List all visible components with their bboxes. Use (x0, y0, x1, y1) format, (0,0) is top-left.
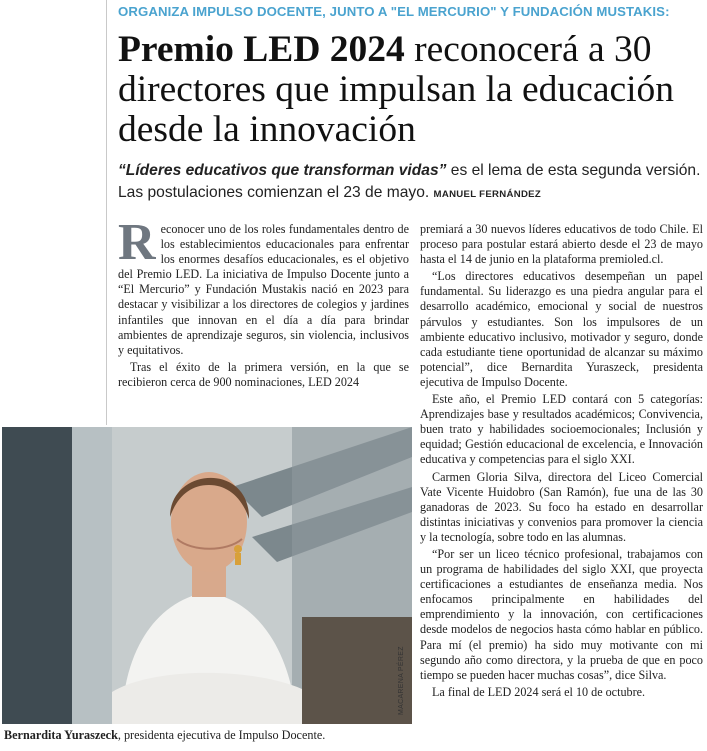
dropcap: R (118, 214, 156, 271)
deck-quote: “Líderes educativos que transforman vidas” (118, 162, 447, 179)
paragraph-3: “Los directores educativos desempeñan un papel fundamental. Su liderazgo es una piedra angular para el desarrollo académico, emocional y social de nuestros párvulos y estudiantes. Son los impulsores de un ambiente educativo inclusivo, motivador y seguro, donde cada estudiante tiene oportunidad de alcanzar su máximo potencial”, dice Bernardita Yuraszeck, presidenta ejecutiva de Impulso Docente. (420, 269, 703, 389)
paragraph-1-text: econocer uno de los roles fundamentales dentro de los establecimientos educacionales para enfrentar los enormes desafíos educacionales, es el objetivo del Premio LED. La iniciativa de Impulso Docente junto a “El Mercurio” y Fundación Mustakis nació en 2023 para destacar y visibilizar a los directores de colegios y jardines infantiles que innovan en el día a día para brindar ambientes de aprendizaje seguros, sin violencia, inclusivos y equitativos. (118, 222, 409, 357)
portrait-illustration (2, 427, 412, 724)
headline (118, 30, 703, 150)
headline-bold: Premio LED 2024 (118, 29, 405, 70)
headline-rest: reconocerá a 30 directores que impulsan la educación desde la innovación (118, 29, 675, 150)
photo-credit: MACARENA PÉREZ (398, 646, 405, 715)
article-column-2 (420, 222, 703, 702)
paragraph-5: Carmen Gloria Silva, directora del Liceo Comercial Vate Vicente Huidobro (San Ramón), fue una de las 30 ganadoras de 2023. Su foco ha estado en desarrollar distintas iniciativas y convenios para promover la ciencia y la tecnología, sobre todo en las alumnas. (420, 469, 703, 544)
byline: MANUEL FERNÁNDEZ (433, 189, 542, 200)
photo-caption (4, 728, 414, 743)
paragraph-4: Este año, el Premio LED contará con 5 categorías: Aprendizajes base y resultados académicos; Convivencia, buen trato y habilidades socioemocionales; Inclusión y equidad; Gestión educacional de excelencia, e Innovación educativa y competencias para el siglo XXI. (420, 392, 703, 467)
paragraph-6: “Por ser un liceo técnico profesional, trabajamos con un programa de habilidades del siglo XXI, que proyecta certificaciones a estudiantes de enseñanza media. Nos enfocamos principalmente en habilidades del emprendimiento y la innovación, con certificaciones desde modelos de negocios hasta cómo hablar en público. Para mí (el premio) ha sido muy motivante con mi segundo año como directora, y la prueba de que en poco tiempo se pueden hacer muchas cosas”, dice Silva. (420, 546, 703, 682)
caption-text: , presidenta ejecutiva de Impulso Docente. (117, 728, 326, 742)
portrait-photo (2, 427, 412, 724)
kicker: ORGANIZA IMPULSO DOCENTE, JUNTO A "EL MERCURIO" Y FUNDACIÓN MUSTAKIS: (118, 4, 670, 19)
paragraph-1 (118, 214, 409, 358)
caption-name: Bernardita Yuraszeck (4, 728, 118, 742)
paragraph-2-continued: premiará a 30 nuevos líderes educativos de todo Chile. El proceso para postular estará abierto desde el 23 de mayo hasta el 14 de junio en la plataforma premioled.cl. (420, 222, 703, 267)
column-divider (106, 0, 107, 425)
deck (118, 160, 703, 206)
paragraph-2: Tras el éxito de la primera versión, en la que se recibieron cerca de 900 nominaciones, LED 2024 (118, 359, 409, 389)
deck-text: es el lema de esta segunda versión. Las postulaciones comienzan el 23 de mayo. (118, 162, 701, 201)
paragraph-7: La final de LED 2024 será el 10 de octubre. (432, 684, 646, 699)
article-column-1 (118, 214, 409, 392)
